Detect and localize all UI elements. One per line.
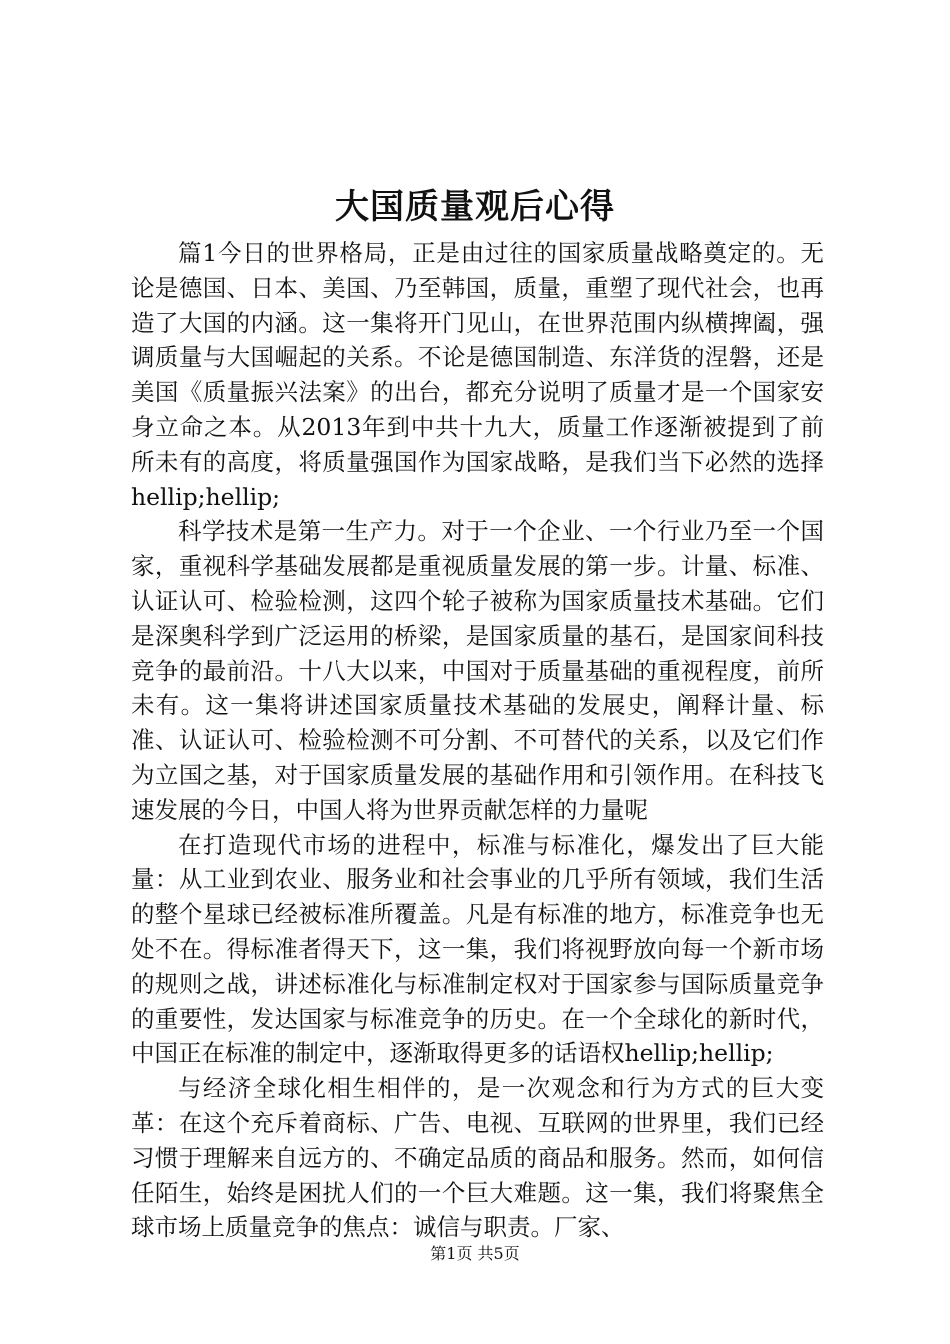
document-title: 大国质量观后心得 [335, 187, 615, 227]
page-number-footer: 第1页 共5页 [430, 1244, 520, 1263]
paragraph-2: 科学技术是第一生产力。对于一个企业、一个行业乃至一个国家，重视科学基础发展都是重视质量发展的第一步。计量、标准、认证认可、检验检测，这四个轮子被称为国家质量技术基础。它们是深奥科学到广泛运用的桥梁，是国家质量的基石，是国家间科技竞争的最前沿。十八大以来，中国对于质量基础的重视程度，前所未有。这一集将讲述国家质量技术基础的发展史，阐释计量、标准、认证认可、检验检测不可分割、不可替代的关系，以及它们作为立国之基，对于国家质量发展的基础作用和引领作用。在科技飞速发展的今日，中国人将为世界贡献怎样的力量呢 [131, 517, 824, 824]
document-body [131, 236, 824, 1245]
paragraph-1: 篇1今日的世界格局，正是由过往的国家质量战略奠定的。无论是德国、日本、美国、乃至韩国，质量，重塑了现代社会，也再造了大国的内涵。这一集将开门见山，在世界范围内纵横捭阖，强调质量与大国崛起的关系。不论是德国制造、东洋货的涅磐，还是美国《质量振兴法案》的出台，都充分说明了质量才是一个国家安身立命之本。从2013年到中共十九大，质量工作逐渐被提到了前所未有的高度，将质量强国作为国家战略，是我们当下必然的选择hellip;hellip; [131, 239, 824, 511]
paragraph-3: 在打造现代市场的进程中，标准与标准化，爆发出了巨大能量：从工业到农业、服务业和社会事业的几乎所有领域，我们生活的整个星球已经被标准所覆盖。凡是有标准的地方，标准竞争也无处不在。得标准者得天下，这一集，我们将视野放向每一个新市场的规则之战，讲述标准化与标准制定权对于国家参与国际质量竞争的重要性，发达国家与标准竞争的历史。在一个全球化的新时代，中国正在标准的制定中，逐渐取得更多的话语权hellip;hellip; [131, 830, 824, 1068]
paragraph-4: 与经济全球化相生相伴的，是一次观念和行为方式的巨大变革：在这个充斥着商标、广告、电视、互联网的世界里，我们已经习惯于理解来自远方的、不确定品质的商品和服务。然而，如何信任陌生，始终是困扰人们的一个巨大难题。这一集，我们将聚焦全球市场上质量竞争的焦点：诚信与职责。厂家、 [131, 1074, 824, 1242]
